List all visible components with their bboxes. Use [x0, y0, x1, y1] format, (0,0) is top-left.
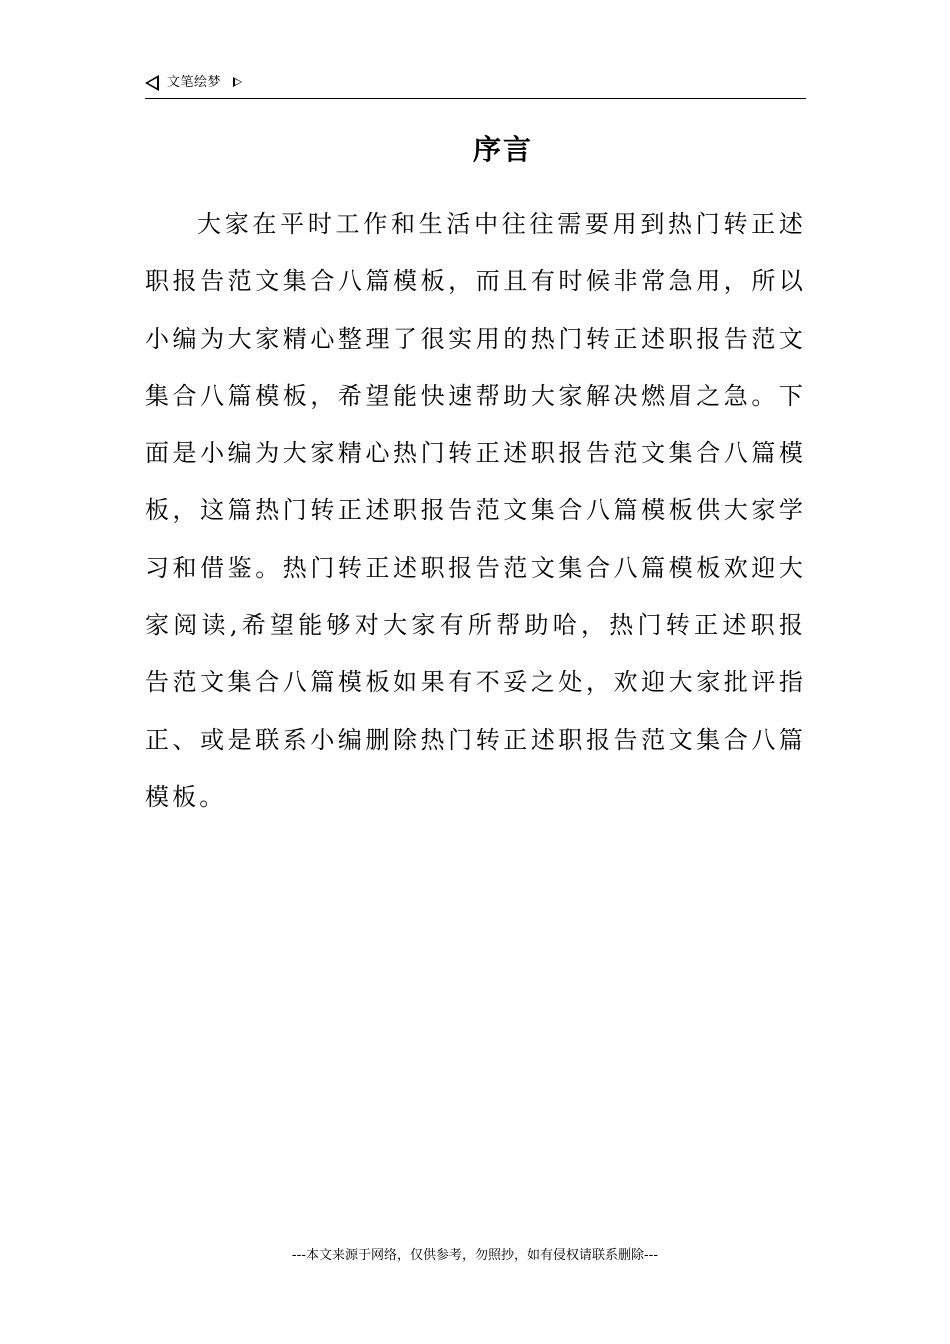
triangle-right-icon — [233, 77, 242, 87]
document-body — [145, 196, 806, 826]
triangle-left-icon — [145, 75, 159, 91]
body-paragraph: 大家在平时工作和生活中往往需要用到热门转正述职报告范文集合八篇模板，而且有时候非常急用，所以小编为大家精心整理了很实用的热门转正述职报告范文集合八篇模板，希望能快速帮助大家解决燃眉之急。下面是小编为大家精心热门转正述职报告范文集合八篇模板，这篇热门转正述职报告范文集合八篇模板供大家学习和借鉴。热门转正述职报告范文集合八篇模板欢迎大家阅读,希望能够对大家有所帮助哈，热门转正述职报告范文集合八篇模板如果有不妥之处，欢迎大家批评指正、或是联系小编删除热门转正述职报告范文集合八篇模板。 — [145, 210, 806, 811]
page-header — [145, 72, 806, 99]
document-title: 序言 — [472, 133, 533, 166]
footer-disclaimer: ---本文来源于网络，仅供参考，勿照抄，如有侵权请联系删除--- — [291, 1248, 659, 1263]
header-brand: 文笔绘梦 — [167, 75, 222, 90]
